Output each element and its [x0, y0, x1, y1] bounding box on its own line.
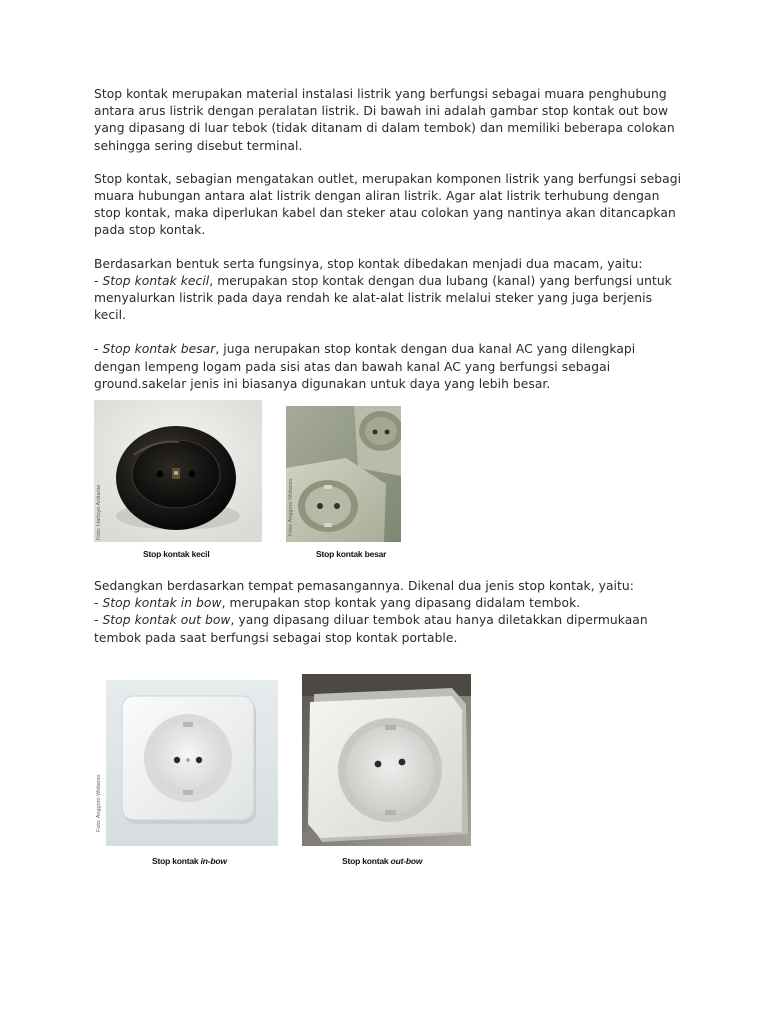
caption-stop-kontak-in-bow	[152, 856, 227, 866]
photo-credit: Foto: Hartoyo Ardianta	[302, 776, 308, 832]
term-description: , yang dipasang diluar tembok atau hanya diletakkan dipermukaan tembok pada saat berfungsi sebagai stop kontak portable.	[94, 613, 648, 645]
white-flush-socket-image	[106, 680, 278, 846]
figure-stop-kontak-kecil-besar	[94, 400, 414, 565]
caption-stop-kontak-kecil: Stop kontak kecil	[143, 549, 210, 559]
term-description: , juga nerupakan stop kontak dengan dua kanal AC yang dilengkapi dengan lempeng logam pada sisi atas dan bawah kanal AC yang berfungsi sebagai ground.sakelar jenis ini biasanya digunakan untuk daya yang lebih besar.	[94, 342, 636, 391]
caption-plain: Stop kontak	[152, 856, 201, 866]
term-stop-kontak-besar: Stop kontak besar	[102, 342, 216, 357]
photo-stop-kontak-besar	[286, 406, 401, 542]
photo-stop-kontak-out-bow	[302, 674, 471, 846]
paragraph-types-by-function	[94, 256, 684, 325]
term-description: , merupakan stop kontak dengan dua lubang (kanal) yang berfungsi untuk menyalurkan listrik pada daya rendah ke alat-alat listrik melalui steker yang juga berjenis kecil.	[94, 273, 672, 323]
figure-stop-kontak-in-out-bow	[94, 672, 484, 872]
black-socket-image	[94, 400, 262, 542]
list-dash: -	[94, 342, 103, 357]
term-stop-kontak-out-bow: Stop kontak out bow	[102, 613, 231, 628]
caption-plain: Stop kontak	[342, 856, 391, 866]
photo-credit: Foto: Anggoro Widiarso	[96, 774, 102, 832]
article-body-continued	[94, 578, 684, 647]
photo-credit: Foto: Hartoyo Ardianta	[96, 484, 102, 540]
white-surface-socket-image	[302, 674, 471, 846]
list-dash: -	[94, 273, 103, 288]
caption-stop-kontak-out-bow	[342, 856, 422, 866]
photo-credit: Foto: Anggoro Widiarso	[288, 478, 294, 536]
paragraph-outlet: Stop kontak, sebagian mengatakan outlet, merupakan komponen listrik yang berfungsi sebagi muara hubungan antara alat listrik dengan aliran listrik. Agar alat listrik terhubung dengan stop kontak, maka diperlukan kabel dan steker atau colokan yang nantinya akan ditancapkan pada stop kontak.	[94, 171, 682, 238]
caption-italic: out-bow	[390, 856, 423, 866]
caption-italic: in-bow	[200, 856, 227, 866]
paragraph-types-by-installation	[94, 578, 684, 647]
photo-stop-kontak-kecil	[94, 400, 262, 542]
list-dash: -	[94, 613, 103, 628]
term-stop-kontak-kecil: Stop kontak kecil	[102, 273, 210, 288]
paragraph-intro: Stop kontak merupakan material instalasi listrik yang berfungsi sebagai muara penghubung antara arus listrik dengan peralatan listrik. Di bawah ini adalah gambar stop kontak out bow yang dipasang di luar tebok (tidak ditanam di dalam tembok) dan memiliki beberapa colokan sehingga sering disebut terminal.	[94, 87, 675, 153]
term-description: , merupakan stop kontak yang dipasang didalam tembok.	[221, 596, 581, 611]
paragraph-stop-kontak-besar	[94, 341, 684, 393]
term-stop-kontak-in-bow: Stop kontak in bow	[102, 596, 222, 611]
article-body	[94, 86, 684, 393]
installation-intro-text: Sedangkan berdasarkan tempat pemasangannya. Dikenal dua jenis stop kontak, yaitu:	[94, 579, 634, 593]
caption-stop-kontak-besar: Stop kontak besar	[316, 549, 387, 559]
grey-socket-image	[286, 406, 401, 542]
list-dash: -	[94, 596, 103, 611]
types-intro-text: Berdasarkan bentuk serta fungsinya, stop kontak dibedakan menjadi dua macam, yaitu:	[94, 256, 643, 271]
photo-stop-kontak-in-bow	[106, 680, 278, 846]
